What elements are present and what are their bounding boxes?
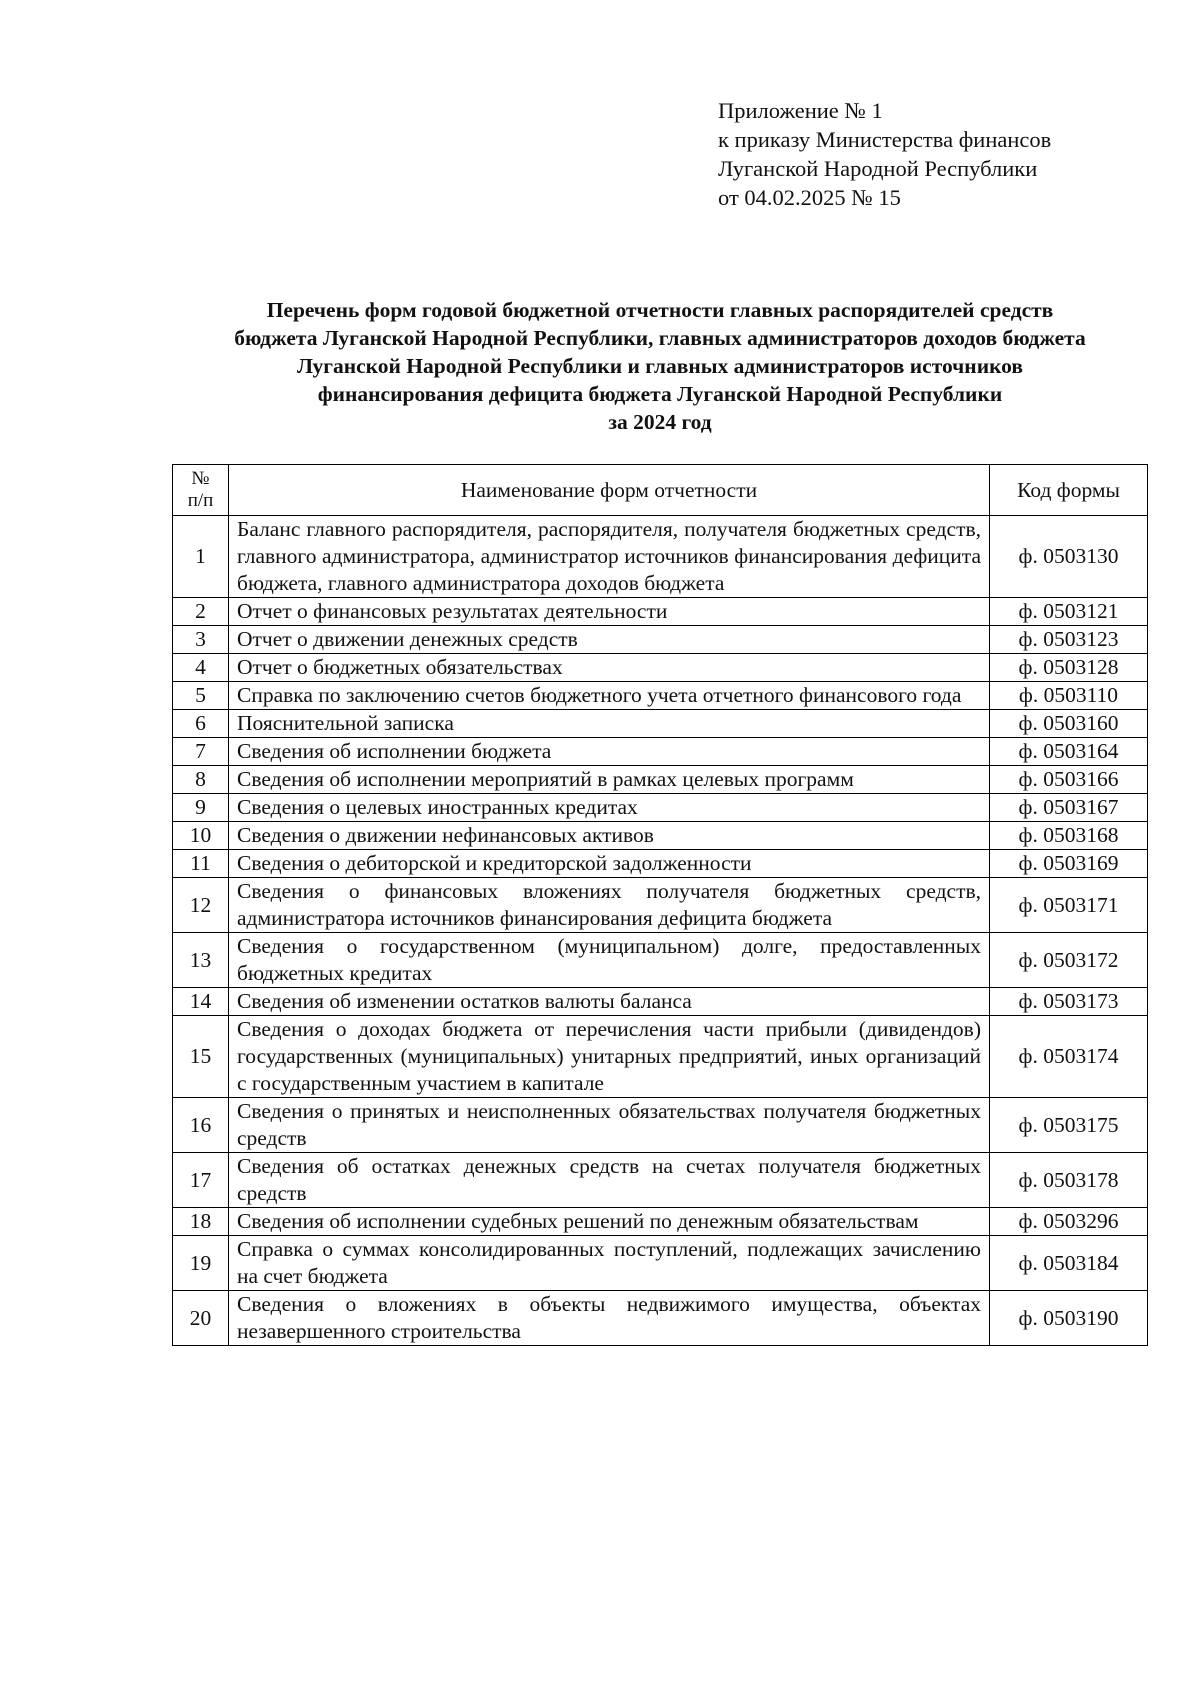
row-form-code: ф. 0503166	[990, 766, 1148, 794]
table-row	[173, 682, 1148, 710]
table-row	[173, 933, 1148, 988]
row-form-name: Отчет о движении денежных средств	[229, 626, 990, 654]
row-form-name: Сведения об остатках денежных средств на счетах получателя бюджетных средств	[229, 1153, 990, 1208]
row-number: 13	[173, 933, 229, 988]
table-row	[173, 766, 1148, 794]
row-number: 14	[173, 988, 229, 1016]
row-form-code: ф. 0503178	[990, 1153, 1148, 1208]
table-row	[173, 738, 1148, 766]
row-form-name: Сведения о государственном (муниципальном) долге, предоставленных бюджетных кредитах	[229, 933, 990, 988]
table-row	[173, 850, 1148, 878]
row-form-name: Справка по заключению счетов бюджетного учета отчетного финансового года	[229, 682, 990, 710]
table-row	[173, 626, 1148, 654]
row-form-name: Сведения о дебиторской и кредиторской задолженности	[229, 850, 990, 878]
row-form-name: Сведения о финансовых вложениях получателя бюджетных средств, администратора источников финансирования дефицита бюджета	[229, 878, 990, 933]
row-number: 3	[173, 626, 229, 654]
table-row	[173, 878, 1148, 933]
row-form-code: ф. 0503171	[990, 878, 1148, 933]
row-number: 16	[173, 1098, 229, 1153]
table-row	[173, 822, 1148, 850]
row-form-name: Сведения об исполнении бюджета	[229, 738, 990, 766]
table-row	[173, 1098, 1148, 1153]
row-form-code: ф. 0503173	[990, 988, 1148, 1016]
row-form-code: ф. 0503296	[990, 1208, 1148, 1236]
table-row	[173, 710, 1148, 738]
table-body	[173, 516, 1148, 1346]
row-form-name: Сведения об изменении остатков валюты баланса	[229, 988, 990, 1016]
header-number-line2: п/п	[187, 490, 214, 511]
row-form-code: ф. 0503184	[990, 1236, 1148, 1291]
row-form-name: Сведения о движении нефинансовых активов	[229, 822, 990, 850]
title-line: финансирования дефицита бюджета Луганской Народной Республики	[317, 382, 1003, 406]
row-form-code: ф. 0503175	[990, 1098, 1148, 1153]
row-number: 11	[173, 850, 229, 878]
attachment-line: от 04.02.2025 № 15	[718, 185, 901, 210]
attachment-line: Приложение № 1	[718, 98, 883, 123]
document-title	[160, 296, 1160, 436]
table-header-row	[173, 465, 1148, 516]
table-row	[173, 516, 1148, 598]
attachment-block	[718, 96, 1051, 212]
row-number: 15	[173, 1016, 229, 1098]
attachment-line: Луганской Народной Республики	[718, 156, 1038, 181]
row-form-name: Отчет о финансовых результатах деятельности	[229, 598, 990, 626]
row-form-name: Сведения о принятых и неисполненных обязательствах получателя бюджетных средств	[229, 1098, 990, 1153]
header-number	[173, 465, 229, 516]
table-row	[173, 794, 1148, 822]
row-form-name: Сведения об исполнении судебных решений по денежным обязательствам	[229, 1208, 990, 1236]
title-line: Перечень форм годовой бюджетной отчетности главных распорядителей средств	[266, 298, 1054, 322]
table-row	[173, 1016, 1148, 1098]
row-form-code: ф. 0503160	[990, 710, 1148, 738]
row-number: 2	[173, 598, 229, 626]
row-number: 7	[173, 738, 229, 766]
table-row	[173, 988, 1148, 1016]
row-number: 9	[173, 794, 229, 822]
row-number: 10	[173, 822, 229, 850]
title-line: Луганской Народной Республики и главных администраторов источников	[296, 354, 1024, 378]
row-form-name: Сведения о целевых иностранных кредитах	[229, 794, 990, 822]
row-form-code: ф. 0503169	[990, 850, 1148, 878]
table-row	[173, 1153, 1148, 1208]
forms-table	[172, 464, 1148, 1346]
row-form-name: Пояснительной записка	[229, 710, 990, 738]
row-form-name: Сведения о доходах бюджета от перечисления части прибыли (дивидендов) государственных (муниципальных) унитарных предприятий, иных организаций с государственным участием в капитале	[229, 1016, 990, 1098]
row-form-code: ф. 0503130	[990, 516, 1148, 598]
row-form-code: ф. 0503172	[990, 933, 1148, 988]
row-number: 17	[173, 1153, 229, 1208]
row-form-code: ф. 0503128	[990, 654, 1148, 682]
row-form-name: Сведения о вложениях в объекты недвижимого имущества, объектах незавершенного строительства	[229, 1291, 990, 1346]
row-form-name: Сведения об исполнении мероприятий в рамках целевых программ	[229, 766, 990, 794]
attachment-line: к приказу Министерства финансов	[718, 127, 1052, 152]
row-form-code: ф. 0503123	[990, 626, 1148, 654]
row-number: 8	[173, 766, 229, 794]
table-row	[173, 654, 1148, 682]
row-form-code: ф. 0503168	[990, 822, 1148, 850]
row-form-code: ф. 0503174	[990, 1016, 1148, 1098]
row-form-code: ф. 0503110	[990, 682, 1148, 710]
header-form-name: Наименование форм отчетности	[229, 465, 990, 516]
table-row	[173, 1208, 1148, 1236]
row-form-name: Баланс главного распорядителя, распорядителя, получателя бюджетных средств, главного администратора, администратор источников финансирования дефицита бюджета, главного администратора доходов бюджета	[229, 516, 990, 598]
row-number: 4	[173, 654, 229, 682]
row-number: 5	[173, 682, 229, 710]
header-number-line1: №	[191, 468, 210, 489]
header-form-code: Код формы	[990, 465, 1148, 516]
table-row	[173, 1236, 1148, 1291]
table-row	[173, 598, 1148, 626]
row-number: 12	[173, 878, 229, 933]
row-form-code: ф. 0503121	[990, 598, 1148, 626]
row-number: 18	[173, 1208, 229, 1236]
row-form-code: ф. 0503190	[990, 1291, 1148, 1346]
table-row	[173, 1291, 1148, 1346]
row-form-name: Отчет о бюджетных обязательствах	[229, 654, 990, 682]
row-form-name: Справка о суммах консолидированных поступлений, подлежащих зачислению на счет бюджета	[229, 1236, 990, 1291]
row-number: 1	[173, 516, 229, 598]
row-number: 19	[173, 1236, 229, 1291]
title-line: за 2024 год	[608, 410, 712, 434]
row-number: 6	[173, 710, 229, 738]
title-line: бюджета Луганской Народной Республики, главных администраторов доходов бюджета	[234, 326, 1086, 350]
row-form-code: ф. 0503167	[990, 794, 1148, 822]
row-form-code: ф. 0503164	[990, 738, 1148, 766]
row-number: 20	[173, 1291, 229, 1346]
